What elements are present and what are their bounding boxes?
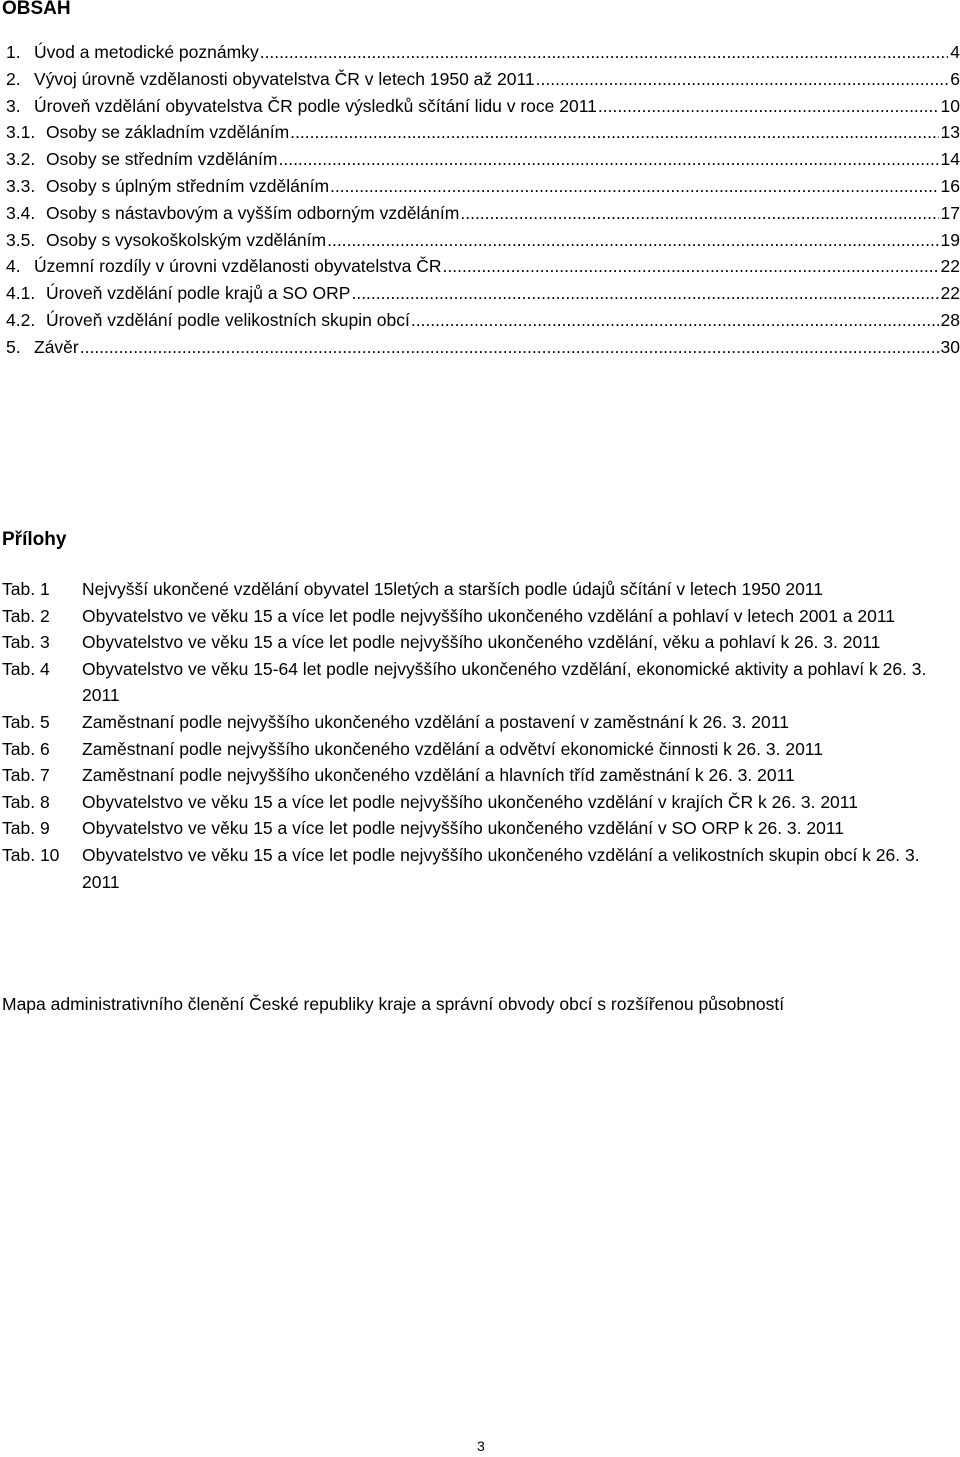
toc-entry[interactable] (6, 256, 960, 283)
appendix-entry-label: Tab. 1 (2, 579, 50, 599)
toc-entry[interactable] (6, 42, 960, 69)
toc-entry-title: Územní rozdíly v úrovni vzdělanosti obyvatelstva ČR (34, 256, 442, 277)
toc-entry-title: Závěr (34, 336, 79, 357)
toc-entry-page: 16 (940, 175, 960, 196)
toc-entry-page: 13 (940, 122, 960, 143)
toc-entry-page: 4 (950, 42, 960, 62)
toc-entry-page: 22 (940, 283, 960, 304)
page-title: OBSAH (2, 0, 71, 19)
toc-entry[interactable] (6, 203, 960, 230)
appendix-entry[interactable] (2, 789, 958, 816)
appendix-entry-text: Obyvatelstvo ve věku 15 a více let podle nejvyššího ukončeného vzdělání v krajích ČR k 26. 3. 2011 (82, 791, 858, 812)
appendix-entry-label: Tab. 7 (2, 765, 50, 786)
appendix-entry-text: Zaměstnaní podle nejvyššího ukončeného vzdělání a postavení v zaměstnání k 26. 3. 2011 (82, 711, 789, 732)
toc-entry-leader (278, 149, 938, 170)
toc-entry-number: 5. (6, 336, 21, 357)
appendix-entry-label: Tab. 4 (2, 658, 50, 679)
toc-entry-title: Osoby se základním vzděláním (46, 122, 290, 143)
appendix-entry-text: Obyvatelstvo ve věku 15 a více let podle nejvyššího ukončeného vzdělání a velikostních skupin obcí k 26. 3. 2011 (82, 844, 920, 892)
appendix-entry[interactable] (2, 709, 958, 736)
map-line: Mapa administrativního členění České republiky kraje a správní obvody obcí s rozšířenou působností (2, 994, 785, 1014)
toc-entry-leader (598, 96, 939, 117)
toc-entry-number: 3.2. (6, 149, 36, 170)
toc-entry-page: 30 (940, 336, 960, 357)
toc-entry-title: Osoby se středním vzděláním (46, 149, 278, 170)
toc-entry-number: 3.3. (6, 175, 36, 196)
toc-entry-title: Úroveň vzdělání podle krajů a SO ORP (46, 283, 351, 304)
toc-entry-number: 4. (6, 256, 21, 277)
appendix-entry-label: Tab. 10 (2, 844, 60, 865)
appendix-entry-text: Zaměstnaní podle nejvyššího ukončeného vzdělání a odvětví ekonomické činnosti k 26. 3. 2011 (82, 738, 823, 759)
appendix-entry[interactable] (2, 736, 958, 763)
toc-entry[interactable] (6, 230, 960, 257)
toc-entry[interactable] (6, 283, 960, 310)
toc-entry-number: 3. (6, 95, 21, 116)
appendix-entry[interactable] (2, 656, 958, 709)
toc-entry-page: 10 (940, 95, 960, 116)
toc-entry-number: 4.2. (6, 309, 36, 330)
toc-entry-leader (443, 256, 939, 277)
toc-entry-page: 22 (940, 256, 960, 277)
appendix-entry-label: Tab. 2 (2, 605, 50, 626)
toc-entry-leader (411, 310, 939, 331)
toc-entry[interactable] (6, 122, 960, 149)
toc-entry-number: 2. (6, 68, 21, 89)
toc-entry-title: Osoby s nástavbovým a vyšším odborným vzděláním (46, 202, 460, 223)
table-of-contents (6, 42, 960, 364)
appendix-entry[interactable] (2, 815, 958, 842)
toc-entry-leader (80, 337, 939, 358)
toc-entry-number: 1. (6, 42, 21, 62)
toc-entry-leader (460, 203, 938, 224)
appendix-entry-label: Tab. 8 (2, 791, 50, 812)
appendix-entry[interactable] (2, 842, 958, 895)
toc-entry-page: 14 (940, 149, 960, 170)
toc-entry[interactable] (6, 96, 960, 123)
appendix-entry-text: Obyvatelstvo ve věku 15-64 let podle nejvyššího ukončeného vzdělání, ekonomické aktivity a pohlaví k 26. 3. 2011 (82, 658, 927, 706)
appendix-entry[interactable] (2, 762, 958, 789)
appendix-entry-label: Tab. 6 (2, 738, 50, 759)
toc-entry-title: Vývoj úrovně vzdělanosti obyvatelstva ČR v letech 1950 až 2011 (34, 68, 535, 89)
toc-entry[interactable] (6, 310, 960, 337)
toc-entry-title: Osoby s vysokoškolským vzděláním (46, 229, 327, 250)
toc-entry-title: Úroveň vzdělání obyvatelstva ČR podle výsledků sčítání lidu v roce 2011 (34, 95, 597, 116)
page-number: 3 (477, 1438, 485, 1454)
toc-entry-number: 3.1. (6, 122, 36, 143)
appendix-entry-text: Obyvatelstvo ve věku 15 a více let podle nejvyššího ukončeného vzdělání v SO ORP k 26. 3. 2011 (82, 818, 845, 839)
toc-entry[interactable] (6, 149, 960, 176)
appendix-entry[interactable] (2, 576, 958, 603)
toc-entry-title: Úvod a metodické poznámky (34, 42, 259, 62)
toc-entry-leader (327, 230, 938, 251)
toc-entry-leader (330, 176, 939, 197)
appendix-entry-label: Tab. 3 (2, 632, 50, 653)
appendix-list (2, 576, 958, 895)
appendix-entry-text: Obyvatelstvo ve věku 15 a více let podle nejvyššího ukončeného vzdělání a pohlaví v letech 2001 a 2011 (82, 605, 895, 626)
toc-entry-number: 3.5. (6, 229, 36, 250)
appendix-entry[interactable] (2, 629, 958, 656)
toc-entry-leader (536, 69, 948, 90)
toc-entry-page: 17 (940, 202, 960, 223)
appendix-entry-label: Tab. 9 (2, 818, 50, 839)
toc-entry-number: 4.1. (6, 283, 36, 304)
appendix-entry-text: Obyvatelstvo ve věku 15 a více let podle nejvyššího ukončeného vzdělání, věku a pohlaví k 26. 3. 2011 (82, 632, 881, 653)
appendix-heading: Přílohy (2, 529, 67, 550)
toc-entry-leader (290, 122, 938, 143)
toc-entry-title: Úroveň vzdělání podle velikostních skupin obcí (46, 309, 410, 330)
toc-entry-title: Osoby s úplným středním vzděláním (46, 175, 330, 196)
toc-entry-page: 28 (940, 309, 960, 330)
appendix-entry-text: Zaměstnaní podle nejvyššího ukončeného vzdělání a hlavních tříd zaměstnání k 26. 3. 2011 (82, 765, 795, 786)
appendix-entry[interactable] (2, 603, 958, 630)
toc-entry[interactable] (6, 337, 960, 364)
toc-entry-page: 6 (950, 68, 960, 89)
toc-entry-number: 3.4. (6, 202, 36, 223)
toc-entry[interactable] (6, 176, 960, 203)
appendix-entry-text: Nejvyšší ukončené vzdělání obyvatel 15letých a starších podle údajů sčítání v letech 1950 2011 (82, 579, 823, 599)
appendix-entry-label: Tab. 5 (2, 711, 50, 732)
toc-entry-leader (260, 42, 948, 63)
toc-entry-leader (351, 283, 938, 304)
toc-entry[interactable] (6, 69, 960, 96)
toc-entry-page: 19 (940, 229, 960, 250)
